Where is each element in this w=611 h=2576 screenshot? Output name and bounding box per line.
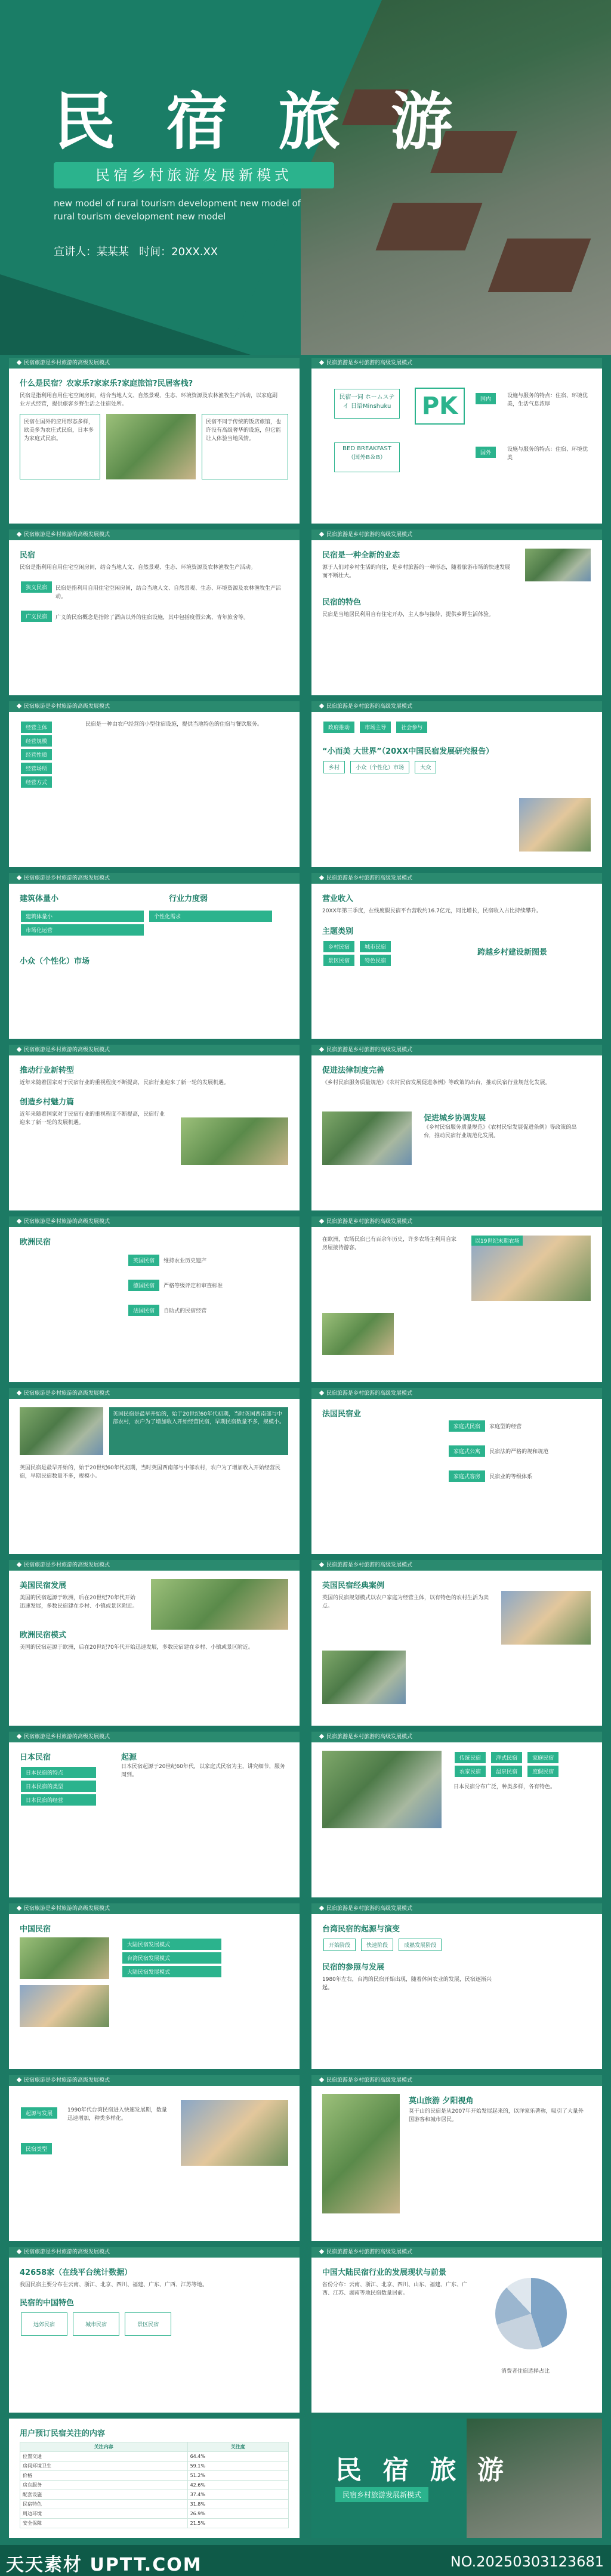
slide-header: 民宿旅游是乡村旅游的高级发展模式 <box>311 873 602 884</box>
slide-text: 莫干山的民宿是从2007年开始发展起来的，以洋家乐著称，吸引了大量外国游客和城市居民。 <box>409 2109 584 2123</box>
slide-title: 民宿的特色 <box>322 598 362 607</box>
watermark-footer <box>0 2545 611 2576</box>
slide-header: 民宿旅游是乡村旅游的高级发展模式 <box>311 358 602 369</box>
item-text: 维持农业历史遗产 <box>163 1258 207 1264</box>
slide-title: 42658家（在线平台统计数据） <box>20 2268 132 2277</box>
image-label: 以19世纪末期农场 <box>471 1236 523 1246</box>
row-tag: 市场化运营 <box>21 924 144 936</box>
item-text: 严格等级评定和审查标准 <box>163 1283 223 1289</box>
slide-title: 法国民宿业 <box>322 1410 362 1419</box>
pie-chart <box>495 2278 567 2349</box>
tag: 城市民宿 <box>73 2312 119 2336</box>
slide-header: 民宿旅游是乡村旅游的高级发展模式 <box>9 1216 300 1227</box>
slide-19 <box>9 1903 300 2069</box>
house-image <box>519 798 591 852</box>
tag: 小众（个性化）市场 <box>350 761 409 773</box>
slide-5 <box>9 701 300 867</box>
slide-text: 我国民宿主要分布在云南、浙江、北京、四川、福建、广东、广西、江苏等地。 <box>20 2282 208 2288</box>
tag: 家庭民宿 <box>527 1752 558 1763</box>
item-text: 自助式的民宿经营 <box>163 1308 207 1314</box>
landscape-image <box>106 414 196 479</box>
slide-header: 民宿旅游是乡村旅游的高级发展模式 <box>9 1732 300 1742</box>
slide-text: 美国的民宿起源于欧洲，后在20世纪70年代开始迅速发展，多数民宿建在乡村、小镇或景区附近。 <box>20 1645 254 1651</box>
slide-header: 民宿旅游是乡村旅游的高级发展模式 <box>311 2247 602 2258</box>
slide-text: 日本民宿分布广泛，种类多样，各有特色。 <box>453 1784 556 1790</box>
item-text: 民宿业的等级体系 <box>489 1474 533 1480</box>
slide-11 <box>9 1216 300 1382</box>
slide-title: 建筑体量小 <box>20 894 59 903</box>
chart-label: 消费者住宿选择占比 <box>501 2368 550 2374</box>
slide-1 <box>9 358 300 524</box>
tag: 日本民宿的特点 <box>21 1767 96 1778</box>
bridge-image <box>322 1751 442 1828</box>
slide-text: 民宿是指利用自用住宅空闲房间，结合当地人文、自然景观、生态、环境资源及农林渔牧生产活动。 <box>55 586 282 600</box>
item-tag: 经营性质 <box>21 749 52 760</box>
tag: 狭义民宿 <box>21 581 52 593</box>
house-image <box>322 1111 412 1165</box>
highlight-box: 英国民宿是最早开始的，始于20世纪60年代初期，当时英国西南部与中部农村，农户为了增加收入开始经营民宿，早期民宿数量不多，规模小。 <box>109 1407 288 1455</box>
item-text: 家庭型的经营 <box>489 1424 522 1430</box>
table-row: 配套设施 37.4% <box>20 2490 289 2500</box>
slide-24 <box>311 2247 602 2413</box>
slide-text: 在欧洲，农场民宿已有百余年历史，许多农场主利用自家房屋接待游客。 <box>322 1237 457 1251</box>
table-header: 关注度 <box>187 2442 288 2452</box>
note: 设施与服务的特点：住宿、环境优美，生活气息浓厚 <box>507 393 588 407</box>
slide-text: 民宿是当地居民利用自有住宅开办，主人参与接待，提供乡野生活体验。 <box>322 612 495 618</box>
slide-title: 中国民宿 <box>20 1925 51 1934</box>
slide-title: 欧洲民宿 <box>20 1238 51 1247</box>
pk-label: PK <box>415 388 465 425</box>
tag: 政府推动 <box>323 722 354 733</box>
end-title: 民 宿 旅 游 <box>335 2455 510 2485</box>
tag: 社会参与 <box>396 722 427 733</box>
end-subtitle: 民宿乡村旅游发展新模式 <box>335 2487 428 2502</box>
slide-15 <box>9 1560 300 1726</box>
slide-header: 民宿旅游是乡村旅游的高级发展模式 <box>311 1903 602 1914</box>
house-image <box>501 1591 591 1645</box>
slide-title: 欧洲民宿模式 <box>20 1631 67 1640</box>
slide-text: 1980年左右，台湾的民宿开始出现，随着休闲农业的发展，民宿逐渐兴起。 <box>322 1977 492 1991</box>
slide-text: 英国民宿是最早开始的，始于20世纪60年代初期，当时英国西南部与中部农村，农户为了增加收入开始经营民宿，早期民宿数量不多，规模小。 <box>20 1465 280 1479</box>
slide-3 <box>9 530 300 695</box>
slide-title: 创造乡村魅力篇 <box>20 1098 75 1107</box>
slide-title: 行业力度弱 <box>169 894 208 903</box>
footer-left: 天天素材 UPTT.COM <box>6 2555 202 2575</box>
slide-header: 民宿旅游是乡村旅游的高级发展模式 <box>9 1388 300 1399</box>
slide-text: 近年来随着国家对于民宿行业的重视程度不断提高，民宿行业迎来了新一轮的发展机遇。 <box>20 1111 165 1126</box>
slide-header: 民宿旅游是乡村旅游的高级发展模式 <box>9 1045 300 1055</box>
slide-17 <box>9 1732 300 1897</box>
row-tag: 个性化需求 <box>149 911 272 922</box>
tag: 快速阶段 <box>361 1939 393 1951</box>
slide-8 <box>311 873 602 1039</box>
item-tag: 经营方式 <box>21 776 52 788</box>
slide-header: 民宿旅游是乡村旅游的高级发展模式 <box>9 2247 300 2258</box>
slide-subtitle: 小众（个性化）市场 <box>20 957 90 966</box>
slide-text: 20XX年第三季度，在线度假民宿平台营收约16.7亿元，同比增长，民宿收入占比持续攀升。 <box>322 908 542 914</box>
table-row: 房东服务 42.6% <box>20 2481 289 2490</box>
village-image <box>322 2094 400 2213</box>
cover-subtitle: 民宿乡村旅游发展新模式 <box>54 162 334 188</box>
tag: 成熟发展阶段 <box>399 1939 442 1951</box>
tag: 特色民宿 <box>360 955 391 966</box>
slide-text: 民宿是指利用自用住宅空闲房间，结合当地人文、自然景观、生态、环境资源及农林渔牧生产活动。 <box>20 565 257 571</box>
landscape-image <box>20 1937 109 1979</box>
table-row: 周边环境 26.9% <box>20 2509 289 2519</box>
tag: 乡村民宿 <box>323 941 354 952</box>
slide-title: 日本民宿 <box>20 1753 51 1762</box>
slide-12 <box>311 1216 602 1382</box>
tag: 城市民宿 <box>360 941 391 952</box>
tag: 大陆民宿发展模式 <box>122 1966 221 1977</box>
slide-title: 民宿是一种全新的业态 <box>322 551 400 560</box>
slide-13 <box>9 1388 300 1554</box>
slide-title: 民宿 <box>20 551 36 560</box>
slide-text: 英国的民宿规划模式以农户家庭为经营主体，以有特色的农村生活为卖点。 <box>322 1595 489 1609</box>
tag: 景区民宿 <box>323 955 354 966</box>
tag: 国外 <box>474 445 497 459</box>
tag: 日本民宿的经营 <box>21 1794 96 1806</box>
slide-25 <box>9 2419 300 2538</box>
slide-text: 美国的民宿起源于欧洲，后在20世纪70年代开始迅速发展，多数民宿建在乡村、小镇或景区附近。 <box>20 1595 138 1609</box>
landscape-image <box>20 1985 109 2027</box>
house-image <box>525 549 591 581</box>
tag: 国内 <box>474 392 497 405</box>
tag: 起源与发展 <box>21 2107 57 2119</box>
slide-header: 民宿旅游是乡村旅游的高级发展模式 <box>9 2075 300 2086</box>
slide-4 <box>311 530 602 695</box>
slide-subtitle: 民宿的中国特色 <box>20 2299 75 2308</box>
slide-header: 民宿旅游是乡村旅游的高级发展模式 <box>311 1216 602 1227</box>
slide-header: 民宿旅游是乡村旅游的高级发展模式 <box>311 1732 602 1742</box>
tag: 法国民宿 <box>128 1305 159 1316</box>
tag: 开始阶段 <box>323 1939 356 1951</box>
attention-table <box>20 2442 289 2528</box>
slide-title: 什么是民宿？农家乐?家家乐?家庭旅馆?民居客栈? <box>20 379 193 388</box>
tag: 农家民宿 <box>455 1766 486 1777</box>
tag: 乡村 <box>323 761 345 773</box>
item-text: 民宿法的严格的规和规范 <box>489 1449 549 1455</box>
house-image <box>322 1651 406 1704</box>
slide-title: 用户预订民宿关注的内容 <box>20 2429 106 2438</box>
tag: 日本民宿的类型 <box>21 1781 96 1792</box>
slide-title: 起源 <box>121 1753 137 1762</box>
slide-18 <box>311 1732 602 1897</box>
tag: 民宿类型 <box>21 2143 52 2154</box>
slide-text: 广义的民宿概念是指除了酒店以外的住宿设施，其中包括度假公寓、青年旅舍等。 <box>55 615 249 621</box>
slide-title: 英国民宿经典案例 <box>322 1581 385 1590</box>
tag: 市场主导 <box>360 722 391 733</box>
slide-title: 跨越乡村建设新图景 <box>477 948 548 957</box>
house-image <box>20 1407 103 1455</box>
slide-header: 民宿旅游是乡村旅游的高级发展模式 <box>9 358 300 369</box>
table-header: 关注内容 <box>20 2442 188 2452</box>
slide-23 <box>9 2247 300 2413</box>
slide-header: 民宿旅游是乡村旅游的高级发展模式 <box>9 1903 300 1914</box>
slide-text: 民宿是指利用自用住宅空闲房间，结合当地人文、自然景观、生态、环境资源及农林渔牧生产活动，以家庭副业方式经营，提供旅客乡野生活之住宿处所。 <box>20 393 278 407</box>
slide-title: 民宿的参照与发展 <box>322 1963 385 1972</box>
slide-text: 《乡村民宿服务质量规范》《农村民宿发展促进条例》等政策的出台，推动民宿行业规范化发展。 <box>322 1080 551 1086</box>
tag: 家庭式客房 <box>449 1470 485 1482</box>
tag: 台湾民宿发展模式 <box>122 1952 221 1964</box>
slide-header: 民宿旅游是乡村旅游的高级发展模式 <box>311 530 602 540</box>
slide-title: 主题类别 <box>322 927 354 936</box>
slide-title: 促进法律制度完善 <box>322 1066 385 1075</box>
slide-title: 推动行业新转型 <box>20 1066 75 1075</box>
tag: 洋式民宿 <box>491 1752 522 1763</box>
slide-header: 民宿旅游是乡村旅游的高级发展模式 <box>311 1560 602 1571</box>
slide-22 <box>311 2075 602 2241</box>
slide-20 <box>311 1903 602 2069</box>
table-row: 民宿特色 31.8% <box>20 2500 289 2509</box>
time: 时间：20XX.XX <box>139 246 218 258</box>
slide-6 <box>311 701 602 867</box>
tag: 德国民宿 <box>128 1280 159 1291</box>
slide-16 <box>311 1560 602 1726</box>
item-tag: 经营规模 <box>21 735 52 747</box>
slide-9 <box>9 1045 300 1210</box>
table-row: 房间环境卫生 59.1% <box>20 2462 289 2471</box>
speaker: 宣讲人：某某某 <box>54 246 129 258</box>
tag: 英国民宿 <box>128 1255 159 1266</box>
table-row: 位置交通 64.4% <box>20 2452 289 2462</box>
tag: 景区民宿 <box>125 2312 171 2336</box>
item-tag: 经营主体 <box>21 722 52 733</box>
info-box: 民宿在国外的应用形态多样，欧美多为农庄式民宿，日本多为家庭式民宿。 <box>20 414 100 479</box>
slide-14 <box>311 1388 602 1554</box>
table-row: 价格 51.2% <box>20 2471 289 2481</box>
slide-text: 《乡村民宿服务质量规范》《农村民宿发展促进条例》等政策的出台，推动民宿行业规范化发展。 <box>424 1125 577 1139</box>
tag: 家庭式民宿 <box>449 1420 485 1432</box>
slide-title: 莫山旅游 夕阳视角 <box>409 2097 474 2106</box>
item-tag: 经营场所 <box>21 763 52 774</box>
slide-header: 民宿旅游是乡村旅游的高级发展模式 <box>311 1388 602 1399</box>
slide-header: 民宿旅游是乡村旅游的高级发展模式 <box>311 1045 602 1055</box>
slide-header: 民宿旅游是乡村旅游的高级发展模式 <box>311 701 602 712</box>
landscape-image <box>151 1579 288 1630</box>
tag: 家庭式公寓 <box>449 1445 485 1457</box>
slide-7 <box>9 873 300 1039</box>
landscape-image <box>181 1117 288 1165</box>
landscape-image <box>181 2100 288 2166</box>
slide-header: 民宿旅游是乡村旅游的高级发展模式 <box>311 2075 602 2086</box>
info-box: 民宿不同于传统的饭店旅馆，也许没有高级奢华的设施，但它能让人体验当地风情。 <box>202 414 288 479</box>
slide-title: 促进城乡协调发展 <box>424 1114 486 1123</box>
cover-title: 民 宿 旅 游 <box>54 85 467 158</box>
term-box: 民宿一词 ホームステイ 日语Minshuku <box>334 389 400 419</box>
row-tag: 建筑体量小 <box>21 911 144 922</box>
slide-text: 日本民宿起源于20世纪60年代，以家庭式民宿为主，讲究细节，服务周到。 <box>121 1764 285 1778</box>
tag: 度假民宿 <box>527 1766 558 1777</box>
slide-text: 近年来随着国家对于民宿行业的重视程度不断提高，民宿行业迎来了新一轮的发展机遇。 <box>20 1080 230 1086</box>
tag: 传统民宿 <box>455 1752 486 1763</box>
slide-header: 民宿旅游是乡村旅游的高级发展模式 <box>9 873 300 884</box>
cover-english: new model of rural tourism development new model of rural tourism development new model <box>54 198 301 222</box>
tag: 远郊民宿 <box>21 2312 67 2336</box>
slide-header: 民宿旅游是乡村旅游的高级发展模式 <box>9 530 300 540</box>
cover-slide <box>0 0 611 355</box>
tag: 大陆民宿发展模式 <box>122 1939 221 1950</box>
footer-right: NO.20250303123681 <box>450 2553 604 2570</box>
slide-title: 中国大陆民宿行业的发展现状与前景 <box>322 2268 447 2277</box>
slide-text: 民宿是一种由农户经营的小型住宿设施，提供当地特色的住宿与餐饮服务。 <box>85 722 263 727</box>
slide-subtitle: “小而美 大世界”（20XX中国民宿发展研究报告） <box>322 747 494 756</box>
term-box: BED BREAKFAST（国外B＆B） <box>334 442 400 472</box>
slide-title: 台湾民宿的起源与演变 <box>322 1925 400 1934</box>
slide-title: 营业收入 <box>322 894 354 903</box>
slide-header: 民宿旅游是乡村旅游的高级发展模式 <box>9 701 300 712</box>
slide-21 <box>9 2075 300 2241</box>
slide-text: 1990年代台湾民宿进入快速发展期，数量迅速增加，种类多样化。 <box>67 2107 167 2122</box>
table-row: 安全保障 21.5% <box>20 2519 289 2528</box>
tag: 广义民宿 <box>21 611 52 622</box>
slide-header: 民宿旅游是乡村旅游的高级发展模式 <box>9 1560 300 1571</box>
slide-text: 源于人们对乡村生活的向往，是乡村旅游的一种形态，随着旅游市场的快速发展而不断壮大。 <box>322 565 511 579</box>
slide-2 <box>311 358 602 524</box>
cover-triangle <box>0 274 251 355</box>
slide-10 <box>311 1045 602 1210</box>
note: 设施与服务的特点：住宿、环境优美 <box>507 447 588 461</box>
tag: 大众 <box>415 761 436 773</box>
slide-title: 美国民宿发展 <box>20 1581 67 1590</box>
farm-image <box>322 1313 394 1355</box>
slide-text: 省份分布：云南、浙江、北京、四川、山东、福建、广东、广西、江苏、湖南等地民宿数量居前。 <box>322 2282 468 2296</box>
end-slide <box>311 2419 602 2538</box>
tag: 温泉民宿 <box>491 1766 522 1777</box>
cover-meta <box>54 243 218 259</box>
